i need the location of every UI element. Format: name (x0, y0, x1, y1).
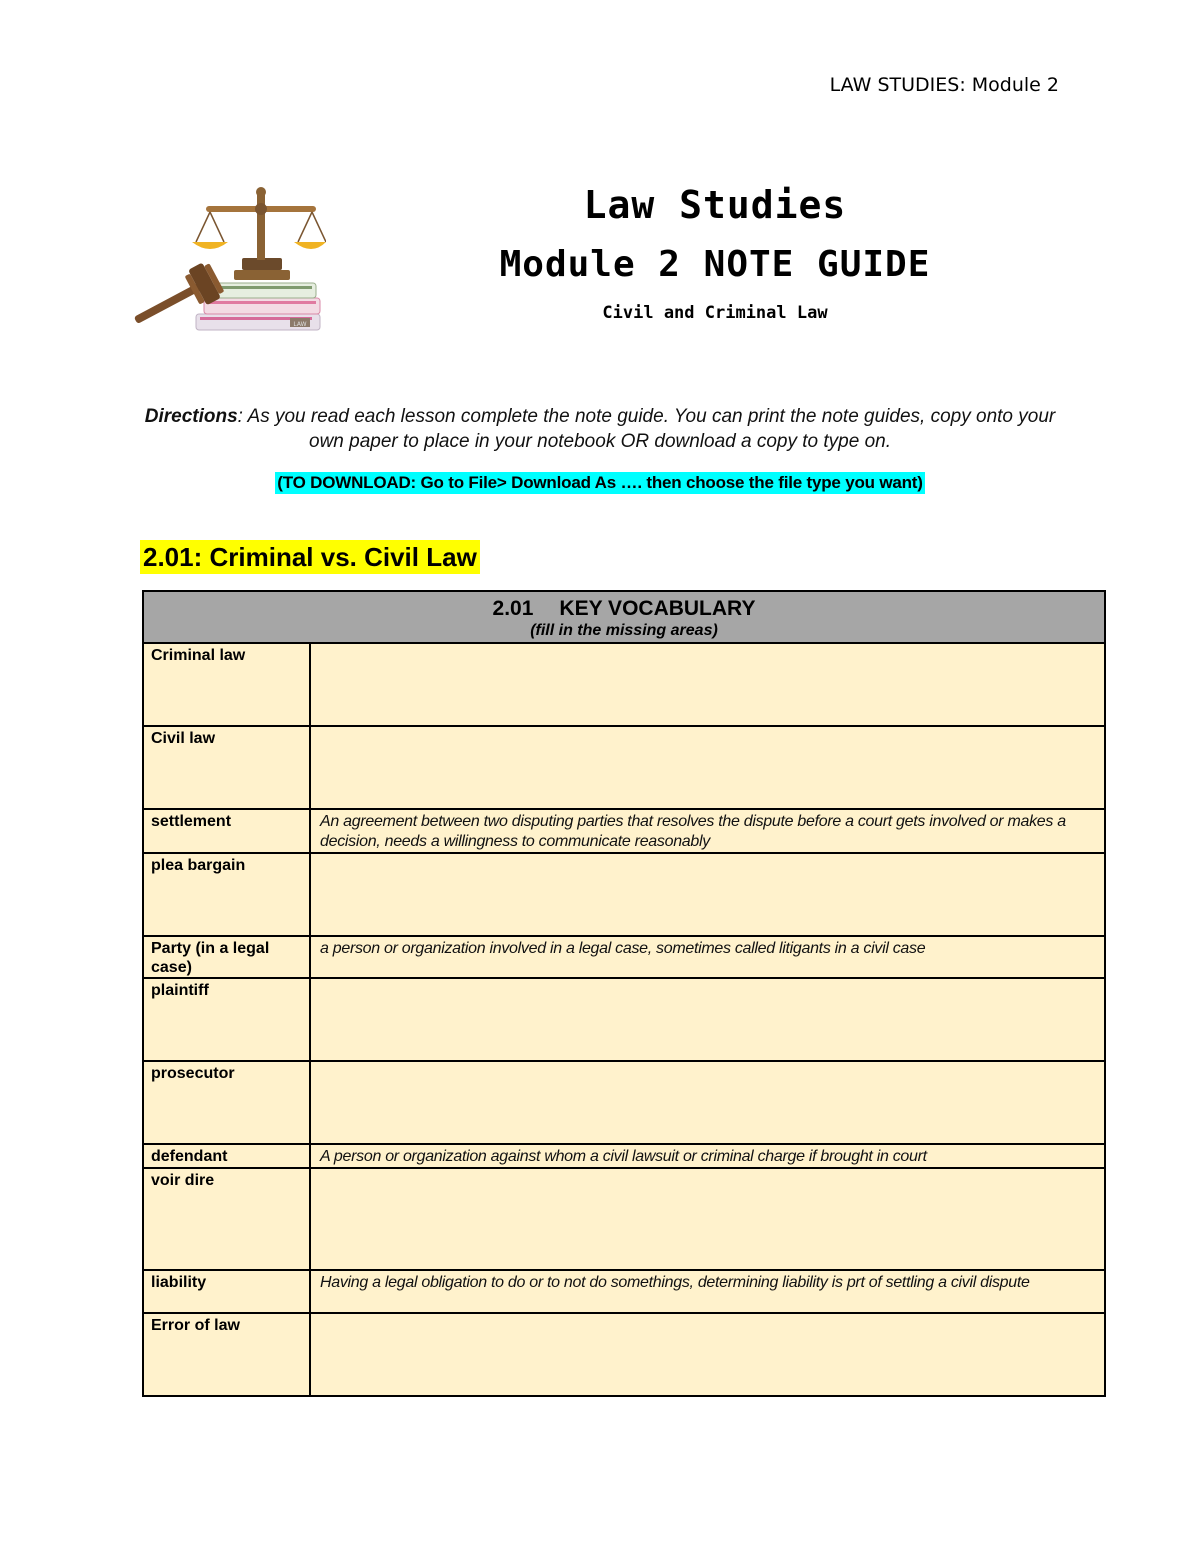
vocab-definition-blank[interactable] (310, 1061, 1105, 1144)
vocab-definition: An agreement between two disputing parties that resolves the dispute before a court gets involved or makes a decision, needs a willingness to communicate reasonably (310, 809, 1105, 853)
vocab-term: voir dire (143, 1168, 310, 1270)
vocabulary-table (142, 590, 1106, 1397)
vocab-definition: Having a legal obligation to do or to not do somethings, determining liability is prt of settling a civil dispute (310, 1270, 1105, 1313)
table-row (143, 1270, 1105, 1313)
vocabulary-table-body (143, 643, 1105, 1396)
vocab-term: settlement (143, 809, 310, 853)
download-note: (TO DOWNLOAD: Go to File> Download As …. then choose the file type you want) (277, 473, 923, 492)
vocab-definition-blank[interactable] (310, 1168, 1105, 1270)
vocab-definition: a person or organization involved in a legal case, sometimes called litigants in a civil case (310, 936, 1105, 978)
vocab-definition-blank[interactable] (310, 853, 1105, 936)
section-heading: 2.01: Criminal vs. Civil Law (140, 540, 480, 574)
directions-label: Directions (144, 406, 238, 427)
table-row (143, 1061, 1105, 1144)
vocab-term: Party (in a legal case) (143, 936, 310, 978)
vocab-definition-blank[interactable] (310, 1313, 1105, 1396)
table-row (143, 1168, 1105, 1270)
title-block (460, 180, 970, 326)
table-row (143, 853, 1105, 936)
running-header: LAW STUDIES: Module 2 (829, 74, 1059, 96)
vocabulary-title-text: KEY VOCABULARY (559, 597, 756, 620)
vocab-term: plea bargain (143, 853, 310, 936)
vocab-term: liability (143, 1270, 310, 1313)
download-note-wrap (0, 472, 1200, 494)
vocab-definition-blank[interactable] (310, 978, 1105, 1061)
table-row (143, 1144, 1105, 1168)
table-row (143, 936, 1105, 978)
document-topic: Civil and Criminal Law (602, 303, 828, 323)
vocabulary-section-number: 2.01 (492, 597, 534, 620)
table-row (143, 1313, 1105, 1396)
vocab-term: Error of law (143, 1313, 310, 1396)
scales-of-justice-gavel-books-icon (126, 186, 326, 336)
document-subtitle: Module 2 NOTE GUIDE (499, 244, 931, 285)
vocab-definition-blank[interactable] (310, 726, 1105, 809)
book-label: LAW (293, 321, 307, 328)
directions-text: : As you read each lesson complete the note guide. You can print the note guides, copy onto your own paper to place in your notebook OR download a copy to type on. (237, 406, 1056, 452)
vocab-term: Criminal law (143, 643, 310, 726)
vocab-term: Civil law (143, 726, 310, 809)
table-row (143, 726, 1105, 809)
vocab-definition-blank[interactable] (310, 643, 1105, 726)
vocab-definition: A person or organization against whom a civil lawsuit or criminal charge if brought in court (310, 1144, 1105, 1168)
table-row (143, 643, 1105, 726)
vocab-term: plaintiff (143, 978, 310, 1061)
vocab-term: defendant (143, 1144, 310, 1168)
table-row (143, 978, 1105, 1061)
document-title: Law Studies (583, 183, 847, 227)
vocabulary-table-header (143, 591, 1105, 643)
directions-paragraph (140, 404, 1060, 454)
vocabulary-table-subtitle: (fill in the missing areas) (530, 622, 718, 639)
vocab-term: prosecutor (143, 1061, 310, 1144)
table-row (143, 809, 1105, 853)
vocabulary-table-title (144, 592, 1104, 623)
